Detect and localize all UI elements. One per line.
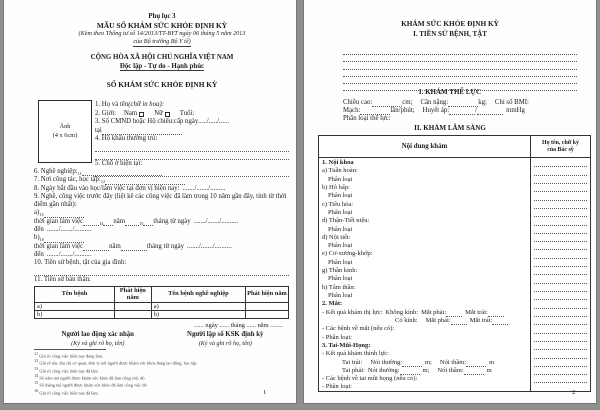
issued-label: cấp ngày	[173, 118, 199, 126]
right-ear-line	[322, 367, 527, 375]
month-label: tháng từ ngày	[146, 242, 185, 250]
fill-line	[534, 184, 587, 192]
family-history-label: 10. Tiền sử bệnh, tật của gia đình:	[34, 259, 127, 267]
normal-voice-label: Nói thường:	[370, 358, 403, 366]
classify-label: Phân loại	[328, 192, 353, 200]
classify-label: Phân loại	[328, 258, 353, 266]
residence-fill-lines	[95, 144, 289, 161]
weight-unit: kg;	[478, 99, 487, 106]
metrics-line1	[343, 99, 579, 107]
female-checkbox	[165, 112, 170, 117]
preparer-signature-title: Người lập sổ KSK định kỳ	[187, 331, 264, 339]
identity-fields	[95, 101, 289, 177]
left-ear-line	[322, 359, 527, 367]
fill-line	[534, 309, 587, 317]
fill-line	[466, 360, 486, 367]
field-fullname	[95, 101, 289, 110]
exam-item-line	[322, 284, 527, 292]
footnote-text: Số tháng mà người được khám sức khỏe đã làm công việc đó	[39, 382, 147, 388]
classify-label: Phân loại	[328, 175, 353, 183]
col-year-found: Phát hiện năm	[114, 287, 151, 303]
page2-header	[304, 19, 596, 39]
clinical-exam-section-title: II. KHÁM LÂM SÀNG	[414, 124, 486, 132]
ent-diseases-label: - Các bệnh về tai mũi họng (nếu có):	[322, 375, 418, 383]
exam-item-label: h) Tâm thần:	[322, 283, 356, 291]
until-label: đến	[34, 226, 44, 234]
footnote-ref: 14	[99, 220, 104, 226]
national-title: CỘNG HÒA XÃ HỘI CHỦ NGHĨA VIỆT NAM	[90, 54, 234, 62]
fill-line	[534, 242, 587, 250]
footnote-ref: 13	[39, 212, 44, 218]
fill-line	[534, 383, 587, 391]
occupation-fields	[34, 168, 289, 347]
field-id-number	[95, 118, 289, 127]
bmi-label: Chỉ số BMI:	[494, 99, 529, 106]
col-doctor-signature: Họ tên, chữ ký của Bác sỹ	[542, 139, 579, 153]
cell-year2	[245, 303, 288, 311]
previous-jobs-label: 9. Nghề, công việc trước đây (liệt kê các công việc đã làm trong 10 năm gần đây, tính từ thời điểm gần nhất):	[34, 192, 287, 209]
ent-section-title: 3. Tai-Mũi-Họng:	[322, 341, 371, 349]
footnote-ref: 12	[100, 179, 106, 185]
medical-history-section-title: I. TIỀN SỬ BỆNH, TẬT	[413, 30, 487, 38]
from-date-dots: ......./......./..........	[193, 217, 239, 225]
fill-line	[125, 220, 139, 227]
classification-line	[322, 226, 527, 234]
footnote-ref: 11	[77, 171, 82, 176]
exam-item-line	[322, 217, 527, 225]
fill-line	[534, 375, 587, 383]
vision-with-glasses-line	[322, 317, 527, 325]
fill-line	[103, 220, 113, 227]
height-label: Chiều cao:	[343, 99, 373, 106]
bp-separator: /	[475, 107, 478, 115]
job-b-line	[34, 234, 289, 242]
footnote	[34, 389, 286, 396]
gender-label: 2. Giới:	[95, 109, 116, 117]
exam-item-line	[322, 267, 527, 275]
national-motto: Độc lập - Tự do - Hạnh phúc	[119, 62, 205, 70]
fill-line	[534, 234, 587, 242]
residence-label: 4. Hộ khẩu thường trú:	[95, 135, 158, 143]
fill-line	[534, 317, 587, 325]
medical-history-fill-lines	[343, 48, 577, 91]
field-id-place	[95, 127, 289, 136]
date-line: ...... ngày ...... tháng ...... năm ........	[194, 322, 283, 330]
field-workplace	[34, 176, 289, 184]
ent-diseases-line	[322, 375, 527, 383]
classification-line	[322, 275, 527, 283]
fill-line	[143, 220, 153, 227]
footnote-number: 16	[34, 388, 39, 393]
female-label: Nữ	[154, 109, 163, 117]
fill-line	[534, 300, 587, 308]
classify-label: Phân loại	[328, 242, 353, 250]
exam-item-label: c) Tiêu hóa:	[322, 200, 354, 208]
fill-line	[343, 55, 577, 62]
ent-classify-label: - Phân loại:	[322, 383, 352, 391]
fill-line	[34, 268, 289, 276]
clinical-table-body	[319, 158, 590, 391]
metrics-line2	[343, 107, 579, 115]
physical-metrics	[343, 99, 579, 124]
footnote-text: Ghi rõ công việc hiện nay đang làm.	[39, 353, 104, 359]
personal-history-table	[34, 286, 289, 319]
classification-line	[322, 292, 527, 300]
fill-line	[534, 359, 587, 367]
classify-label: Phân loại	[328, 275, 353, 283]
internal-exam-items	[322, 167, 527, 300]
no-glasses-label: Không kính:	[385, 308, 419, 316]
duration-label: thời gian làm việc	[34, 242, 84, 250]
personal-history-label: 11. Tiền sử bản thân:	[34, 275, 91, 283]
occupation-label: 6. Nghề nghiệp:	[34, 168, 78, 175]
footnote	[34, 374, 286, 381]
fill-line	[492, 319, 508, 326]
decree-line1: (Kèm theo Thông tư số 14/2013/TT-BYT ngày 06 tháng 5 năm 2013	[78, 30, 246, 37]
cell-occ-disease: b)	[151, 311, 245, 319]
footnote-number: 15	[34, 381, 39, 386]
exam-item-line	[322, 234, 527, 242]
photo-box	[38, 100, 92, 163]
col-year-found2: Phát hiện năm	[245, 287, 288, 303]
classify-label: Phân loại	[328, 225, 353, 233]
worker-signature-title: Người lao động xác nhận	[61, 331, 134, 339]
fill-line	[534, 226, 587, 234]
exam-item-label: g) Thần kinh:	[322, 267, 358, 275]
cell-occ-disease: a)	[151, 303, 245, 311]
fill-line	[534, 284, 587, 292]
history-body	[35, 303, 289, 319]
job-b-until	[34, 251, 289, 259]
internal-medicine-title: 1. Nội khoa	[322, 159, 354, 166]
from-date-dots: ......./......./..........	[187, 242, 232, 250]
meter-unit: m	[489, 358, 495, 366]
page-1	[3, 0, 297, 404]
left-eye-label: Mắt trái:	[465, 308, 488, 316]
fill-line	[534, 209, 587, 217]
exam-item-line	[322, 184, 527, 192]
field-occupation	[34, 168, 289, 176]
meter-unit: m;	[422, 366, 430, 374]
fill-line	[534, 292, 587, 300]
footnote-number: 11	[34, 352, 39, 356]
document-title: MẪU SỔ KHÁM SỨC KHỎE ĐỊNH KỲ	[96, 21, 228, 30]
col-occupational-disease: Tên bệnh nghề nghiệp	[151, 287, 245, 303]
exam-item-label: e) Cơ-xương-khớp:	[322, 250, 373, 258]
classification-line	[322, 176, 527, 184]
cell-year2	[245, 311, 288, 319]
fullname-note: (chữ in hoa):	[128, 101, 165, 108]
footnote	[34, 359, 286, 366]
meter-unit: m	[486, 366, 492, 374]
hearing-result-label: - Kết quả khám thính lực:	[322, 350, 389, 358]
cell-disease: b)	[35, 311, 115, 319]
job-a-until	[34, 226, 289, 234]
fill-line	[343, 70, 577, 77]
whisper-label: Nói thầm:	[437, 366, 464, 374]
right-eye-label: Mắt phải:	[425, 316, 451, 324]
footnote-list	[34, 352, 286, 396]
job-a-label: a)	[34, 209, 40, 217]
physical-exam-section-title: I. KHÁM THỂ LỰC	[418, 88, 482, 96]
age-label: Tuổi:	[179, 109, 195, 117]
signature-note: (Ký và ghi rõ họ, tên)	[198, 339, 252, 347]
until-date-dots: ......./......./..........	[46, 250, 92, 258]
cell-year	[114, 311, 151, 319]
periodic-exam-title: KHÁM SỨC KHỎE ĐỊNH KỲ	[401, 19, 499, 28]
field-residence	[95, 135, 289, 144]
signature-block	[34, 331, 289, 347]
fill-line	[464, 369, 484, 376]
fill-line	[534, 159, 587, 167]
field-start-date	[34, 185, 289, 193]
classification-line	[322, 242, 527, 250]
workplace-label: 7. Nơi công tác, học tập:	[34, 176, 101, 184]
left-ear-label: Tai trái:	[342, 358, 363, 366]
blood-pressure-label: Huyết áp:	[422, 107, 450, 115]
footnote	[34, 367, 286, 374]
fill-line	[343, 77, 577, 84]
form-title: SỔ KHÁM SỨC KHỎE ĐỊNH KỲ	[106, 80, 218, 90]
with-glasses-label: Có kính:	[395, 316, 418, 324]
exam-item-label: đ) Nội tiết:	[322, 233, 351, 241]
normal-voice-label: Nói thường:	[367, 366, 400, 374]
left-eye-label: Mắt trái:	[469, 316, 493, 324]
page-number: 1	[263, 389, 267, 396]
fill-line	[534, 325, 587, 333]
fill-line	[534, 350, 587, 358]
eye-classify-label: - Phân loại:	[322, 333, 352, 341]
signature-note: (Ký và ghi rõ họ, tên)	[71, 339, 125, 347]
classification-line	[322, 209, 527, 217]
job-a-line	[34, 209, 289, 217]
decree-line2: của Bộ trưởng Bộ Y tế)	[133, 37, 191, 45]
fill-line	[343, 62, 577, 69]
eye-section-title: 2. Mắt:	[322, 300, 343, 308]
bp-unit: mmHg	[506, 107, 525, 115]
current-address-label: 5. Chỗ ở hiện tại:	[95, 160, 143, 168]
metrics-line3	[343, 115, 579, 123]
footnote-divider	[34, 349, 106, 350]
pulse-label: Mạch:	[343, 107, 361, 115]
table-row	[35, 303, 289, 311]
footnote-text: Ghi rõ công việc hiện nay đã làm	[39, 368, 98, 374]
appendix-label: Phụ lục 3	[148, 13, 176, 20]
col-exam-content: Nội dung khám	[319, 136, 531, 157]
fill-line	[534, 167, 587, 175]
classification-line	[322, 259, 527, 267]
footnote-number: 12	[34, 359, 39, 364]
meter-unit: m;	[425, 358, 432, 366]
eye-diseases-label: - Các bệnh về mắt (nếu có):	[322, 325, 395, 333]
whisper-label: Nói thầm:	[439, 358, 467, 366]
page-2	[303, 0, 597, 404]
exam-item-line	[322, 167, 527, 175]
personal-history-label-line	[34, 276, 289, 284]
field-family-history	[34, 259, 289, 267]
footnote-text: Số năm mà người được khám sức khỏe đã làm công việc đó	[39, 375, 145, 381]
page-number: 2	[572, 389, 576, 396]
until-label: đến	[34, 250, 44, 258]
fill-line	[534, 217, 587, 225]
pulse-unit: lần/phút;	[390, 107, 415, 115]
exam-item-line	[322, 250, 527, 258]
male-checkbox	[139, 112, 144, 117]
exam-content-cell	[319, 158, 531, 391]
fill-line	[534, 267, 587, 275]
fill-line	[534, 201, 587, 209]
cell-year	[114, 303, 151, 311]
fill-line	[534, 275, 587, 283]
fill-line	[534, 259, 587, 267]
fill-line	[449, 107, 478, 116]
exam-item-line	[322, 201, 527, 209]
fitness-classification-label: Phân loại thể lực:	[343, 115, 391, 123]
year-label: năm	[113, 217, 126, 225]
vision-no-glasses-line	[322, 309, 527, 317]
fill-line	[534, 250, 587, 258]
footnote-number: 13	[34, 366, 39, 371]
fill-line	[534, 342, 587, 350]
height-unit: cm;	[402, 99, 413, 106]
at-label: tại	[95, 126, 102, 134]
fill-line	[534, 176, 587, 184]
exam-item-label: a) Tuần hoàn:	[322, 167, 358, 175]
job-b-duration	[34, 243, 289, 251]
header-divider	[133, 46, 191, 47]
right-eye-label: Mắt phải:	[421, 308, 447, 316]
fill-line	[95, 152, 289, 160]
footnote	[34, 352, 286, 359]
table-row	[35, 311, 289, 319]
photo-label: Ảnh	[59, 123, 71, 130]
cell-disease: a)	[35, 303, 115, 311]
ent-classification-line	[322, 383, 527, 391]
col-disease: Tên bệnh	[35, 287, 115, 303]
fill-line	[95, 144, 289, 152]
footnote-text: Ghi rõ công việc hiện nay đã làm	[39, 390, 98, 396]
fullname-label: 1. Họ và tên	[95, 101, 129, 108]
footnote-ref: 15	[139, 220, 144, 226]
vision-result-label: - Kết quả khám thị lực:	[322, 308, 383, 316]
start-date-dots: ......./......./.........	[182, 184, 226, 192]
fill-line	[402, 360, 422, 367]
footnote-ref: 16	[39, 237, 44, 243]
id-label: 3. Số CMND hoặc Hộ chiếu:	[95, 118, 174, 126]
eye-diseases-line	[322, 325, 527, 333]
photo-size-label: (4 x 6cm)	[52, 131, 78, 139]
field-gender	[95, 110, 289, 119]
classify-label: Phân loại	[328, 292, 353, 299]
fill-line	[534, 367, 587, 375]
clinical-table-header	[319, 136, 590, 158]
footnote-text: Ghi rõ tên, địa chỉ cơ quan, đơn vị nơi người được khám sức khỏe đang lao động, học tập	[39, 360, 197, 366]
fill-line	[451, 319, 467, 326]
classify-label: Phân loại	[328, 208, 353, 216]
right-ear-label: Tai phải:	[342, 366, 365, 374]
worker-signature	[34, 331, 162, 347]
duration-label: thời gian làm việc	[34, 217, 84, 225]
doctor-signature-cell	[531, 158, 590, 391]
classification-line	[322, 192, 527, 200]
eye-classification-line	[322, 334, 527, 342]
exam-item-label: b) Hô hấp:	[322, 183, 350, 191]
fill-line	[343, 48, 577, 55]
exam-item-label: d) Thận-Tiết niệu:	[322, 217, 370, 225]
year-label: năm	[109, 242, 121, 250]
hearing-result-line	[322, 350, 527, 358]
history-header-row	[35, 287, 289, 303]
fill-line	[121, 244, 147, 251]
fill-line	[477, 109, 503, 116]
start-date-label: 8. Ngày bắt đầu vào học/làm việc tại đơn vị hiện nay:	[34, 184, 180, 192]
job-a-duration	[34, 218, 289, 226]
footnotes	[34, 349, 286, 396]
family-history-fill	[34, 268, 289, 276]
month-label: tháng từ ngày	[153, 217, 191, 225]
footnote	[34, 381, 286, 388]
job-b-label: b)	[34, 234, 40, 242]
male-label: Nam	[123, 109, 138, 117]
issued-date-dots: ...../...../......	[198, 118, 230, 126]
fill-line	[534, 192, 587, 200]
weight-label: Cân nặng:	[420, 99, 449, 106]
until-date-dots: ......./......./..........	[46, 226, 92, 234]
page1-header	[32, 13, 292, 89]
footnote-number: 14	[34, 373, 39, 378]
preparer-signature	[162, 331, 290, 347]
clinical-exam-table	[318, 135, 591, 392]
fill-line	[448, 101, 478, 108]
fill-line	[534, 334, 587, 342]
